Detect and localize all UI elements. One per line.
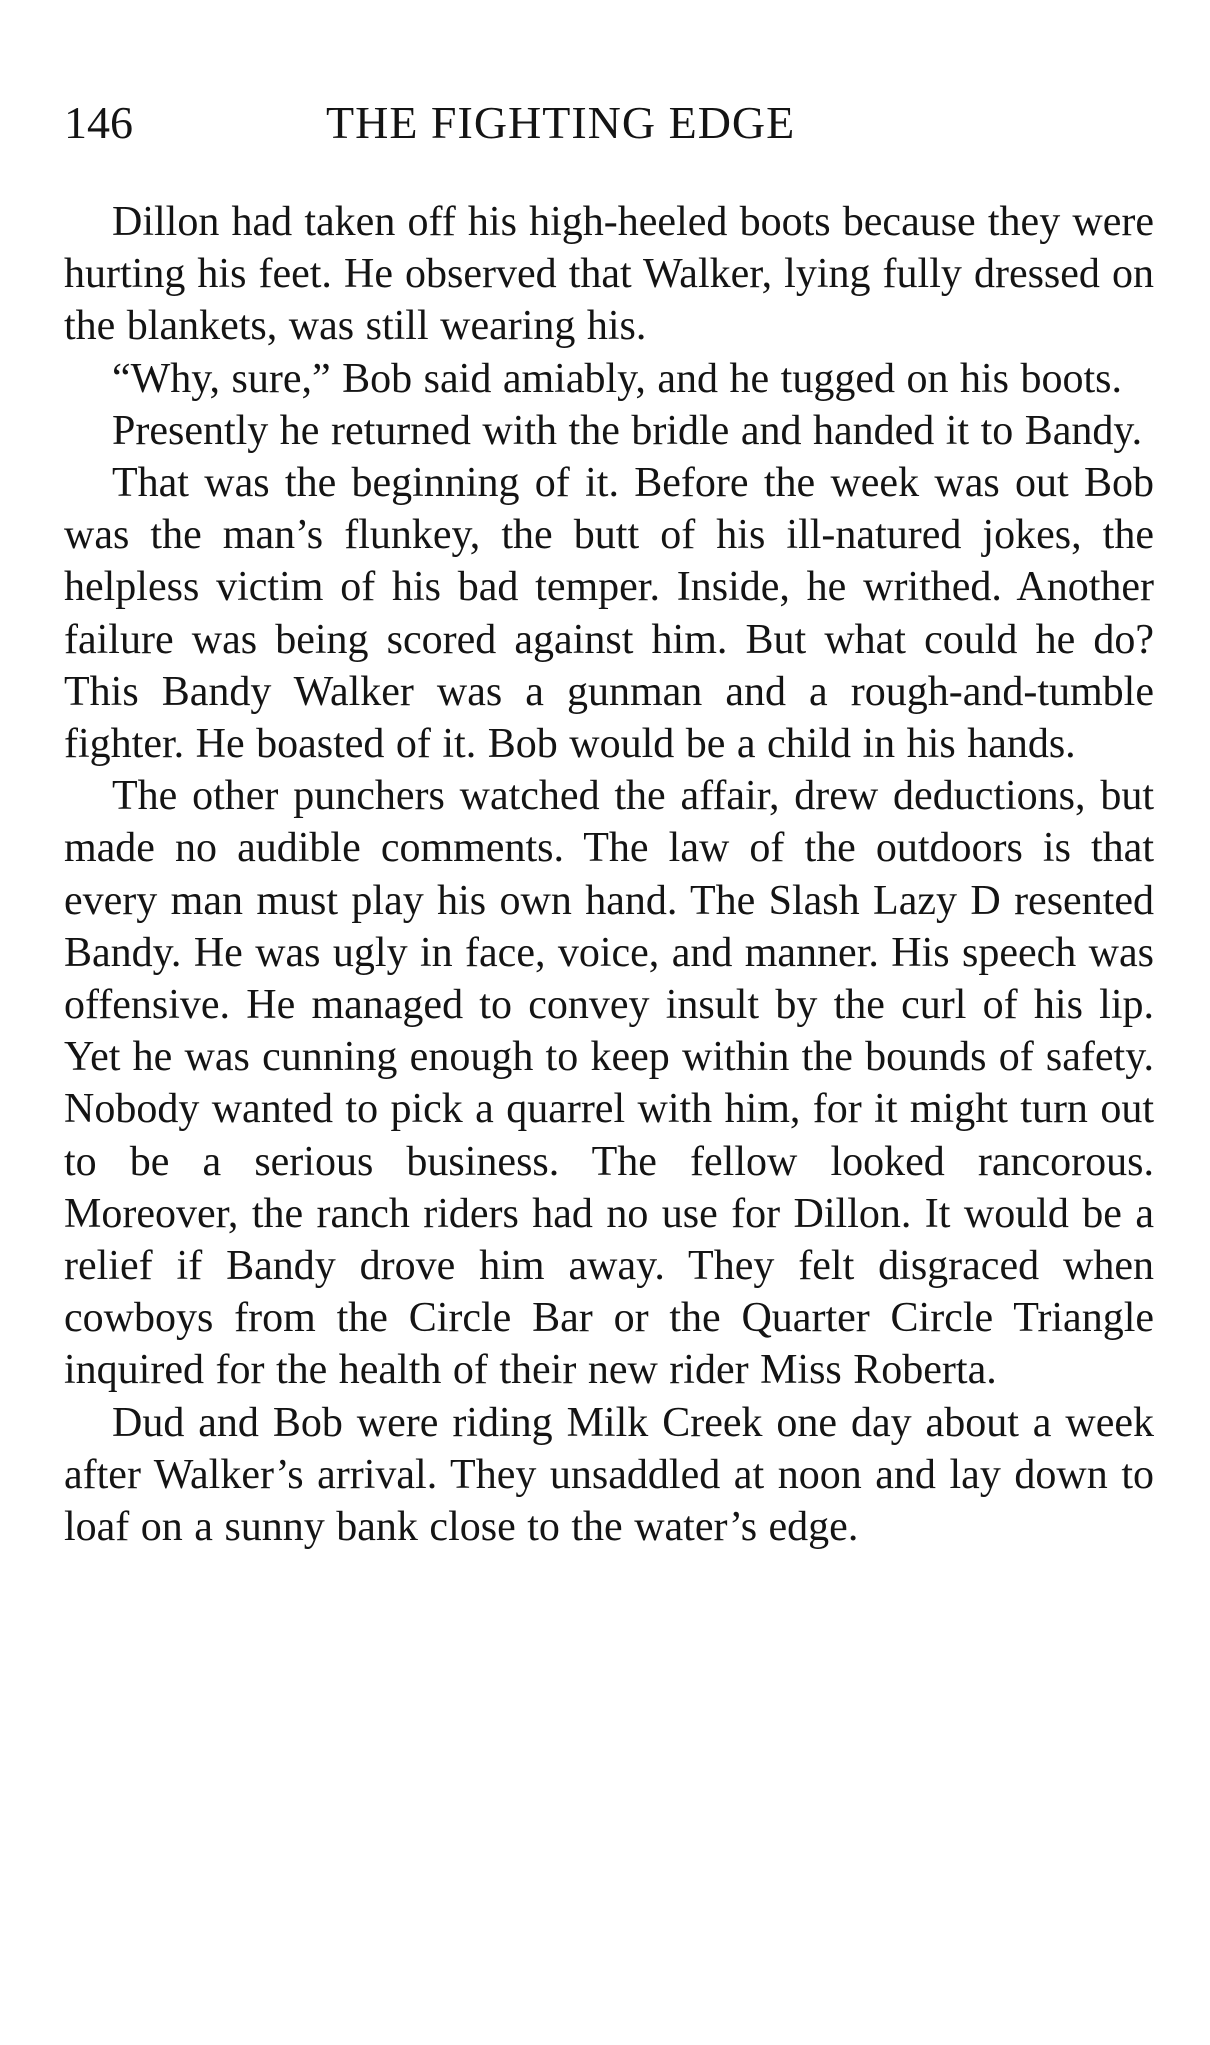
paragraph: The other punchers watched the affair, drew deductions, but made no audible comments. The law of the outdoors is that every man must play his own hand. The Slash Lazy D resented Bandy. He was ugly in face, voice, and manner. His speech was offensive. He managed to convey insult by the curl of his lip. Yet he was cunning enough to keep within the bounds of safety. Nobody wanted to pick a quarrel with him, for it might turn out to be a serious business. The fellow looked rancorous. Moreover, the ranch riders had no use for Dillon. It would be a relief if Bandy drove him away. They felt disgraced when cowboys from the Circle Bar or the Quarter Circle Triangle inquired for the health of their new rider Miss Roberta. bbox=[64, 773, 1154, 1394]
paragraph: That was the beginning of it. Before the week was out Bob was the man’s flunkey, the butt of his ill-natured jokes, the helpless victim of his bad temper. Inside, he writhed. Another failure was being scored against him. But what could he do? This Bandy Walker was a gunman and a rough-and-tumble fighter. He boasted of it. Bob would be a child in his hands. bbox=[64, 460, 1154, 768]
paragraph: Presently he returned with the bridle and handed it to Bandy. bbox=[112, 407, 1143, 454]
paragraph: Dillon had taken off his high-heeled boots because they were hurting his feet. He observed that Walker, lying fully dressed on the blankets, was still wearing his. bbox=[64, 199, 1154, 350]
book-page bbox=[64, 96, 1154, 1553]
body-text bbox=[64, 196, 1154, 1553]
paragraph: “Why, sure,” Bob said amiably, and he tugged on his boots. bbox=[112, 355, 1123, 402]
running-title: THE FIGHTING EDGE bbox=[326, 97, 796, 148]
running-head bbox=[64, 96, 1154, 178]
page-number: 146 bbox=[64, 97, 133, 148]
paragraph: Dud and Bob were riding Milk Creek one day about a week after Walker’s arrival. They unsaddled at noon and lay down to loaf on a sunny bank close to the water’s edge. bbox=[64, 1399, 1154, 1551]
